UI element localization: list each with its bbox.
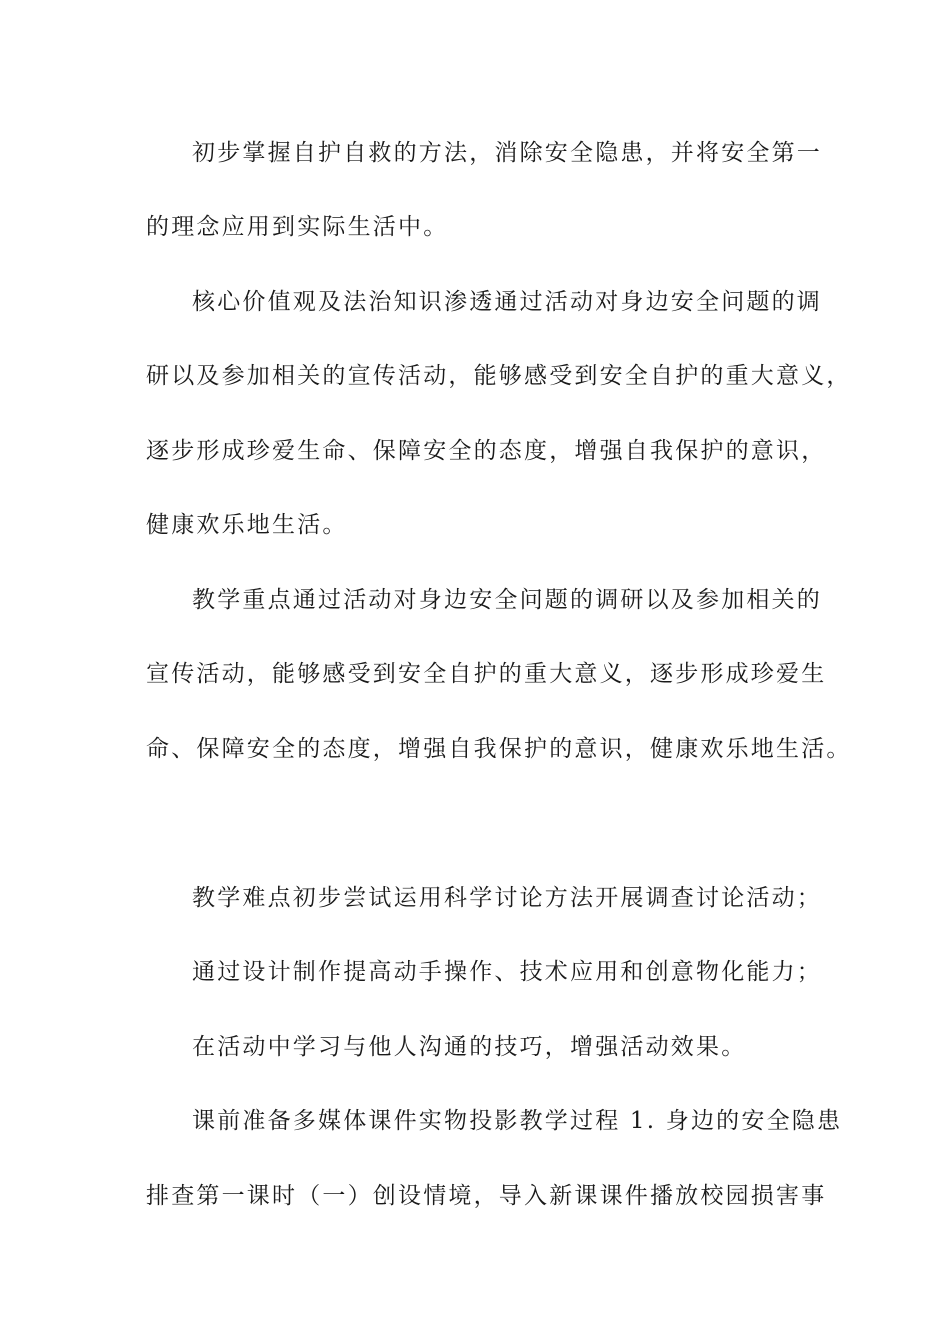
paragraph-line: 排查第一课时（一）创设情境，导入新课课件播放校园损害事 — [146, 1183, 827, 1209]
paragraph-line: 通过设计制作提高动手操作、技术应用和创意物化能力； — [192, 959, 822, 985]
paragraph-line: 教学重点通过活动对身边安全问题的调研以及参加相关的 — [192, 587, 822, 613]
paragraph-line: 核心价值观及法治知识渗透通过活动对身边安全问题的调 — [192, 289, 822, 315]
paragraph-line: 教学难点初步尝试运用科学讨论方法开展调查讨论活动； — [192, 885, 822, 911]
paragraph-line: 课前准备多媒体课件实物投影教学过程 1. 身边的安全隐患 — [192, 1108, 843, 1134]
paragraph-line: 在活动中学习与他人沟通的技巧，增强活动效果。 — [192, 1034, 747, 1060]
paragraph-line: 初步掌握自护自救的方法，消除安全隐患，并将安全第一 — [192, 140, 822, 166]
paragraph-line: 的理念应用到实际生活中。 — [146, 214, 449, 240]
paragraph-line: 逐步形成珍爱生命、保障安全的态度，增强自我保护的意识， — [146, 438, 827, 464]
paragraph-line: 命、保障安全的态度，增强自我保护的意识，健康欢乐地生活。 — [146, 736, 852, 762]
paragraph-line: 健康欢乐地生活。 — [146, 512, 348, 538]
paragraph-line: 宣传活动，能够感受到安全自护的重大意义，逐步形成珍爱生 — [146, 661, 827, 687]
paragraph-line: 研以及参加相关的宣传活动，能够感受到安全自护的重大意义， — [146, 363, 852, 389]
